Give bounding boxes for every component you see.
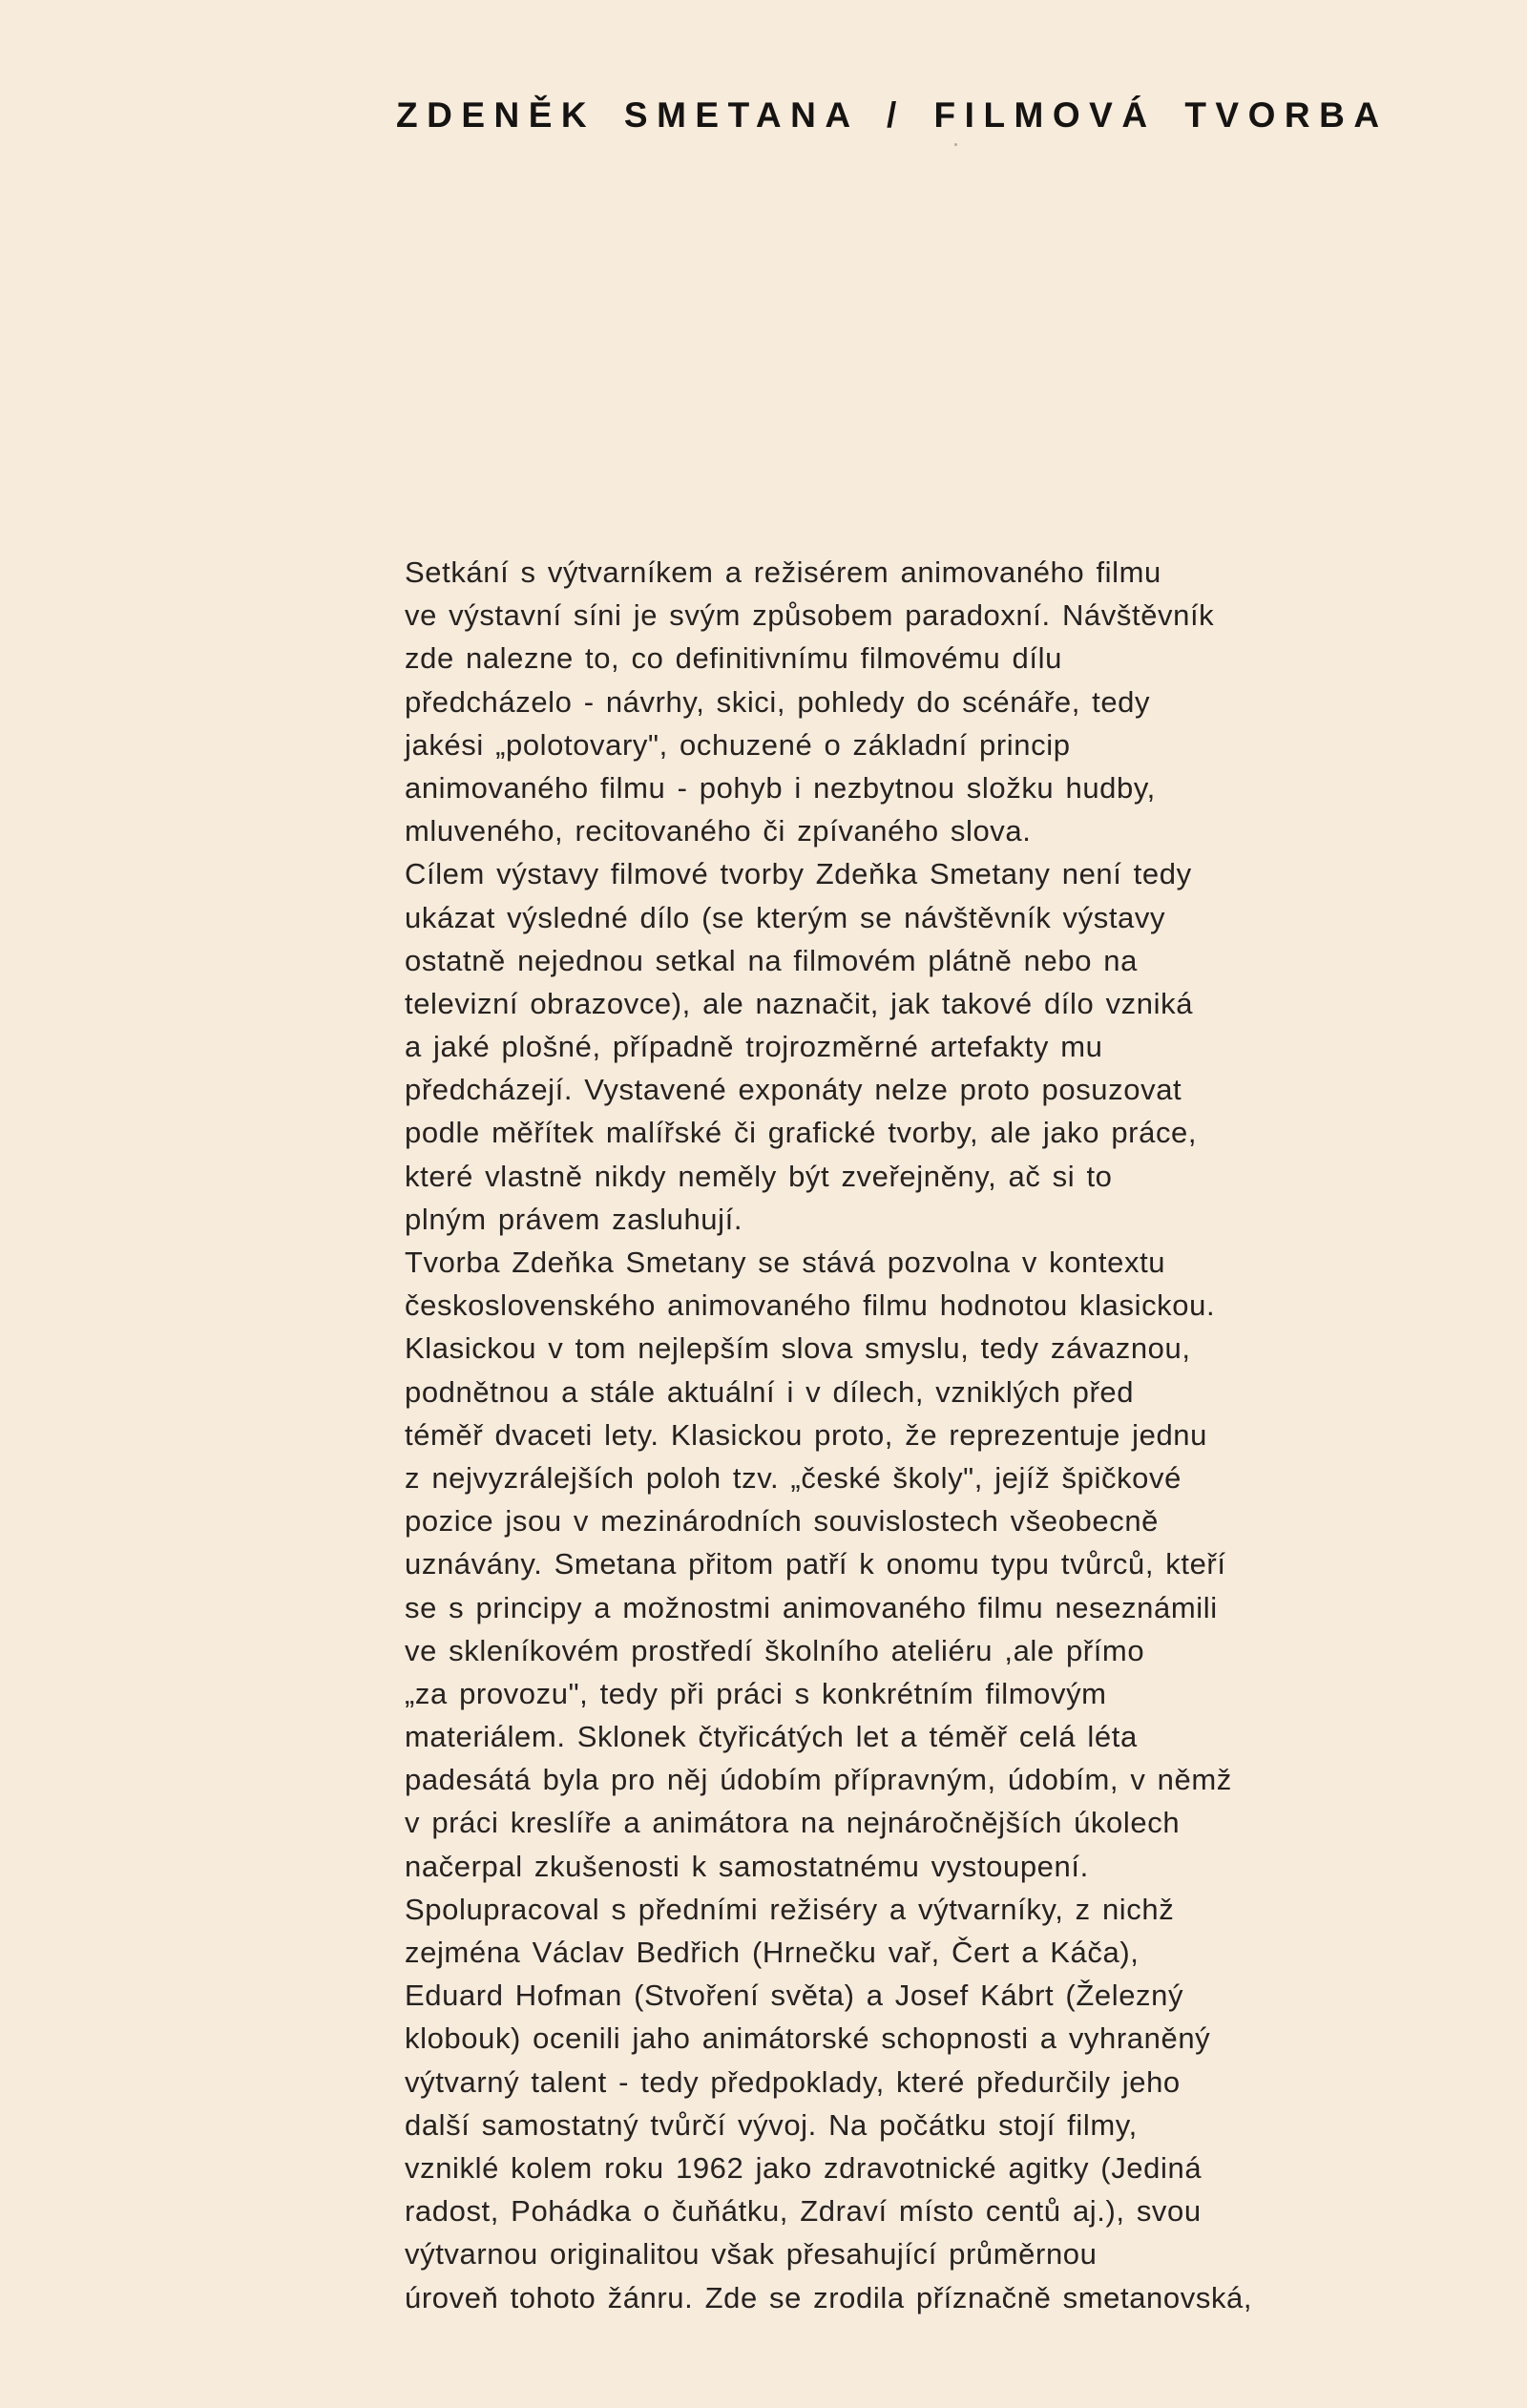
text-line: v práci kreslíře a animátora na nejnáročnějších úkolech bbox=[405, 1806, 1181, 1840]
text-line: československého animovaného filmu hodnotou klasickou. bbox=[405, 1288, 1216, 1323]
text-line: Cílem výstavy filmové tvorby Zdeňka Smetany není tedy bbox=[405, 857, 1192, 891]
text-line: Setkání s výtvarníkem a režisérem animovaného filmu bbox=[405, 555, 1161, 589]
text-line: „za provozu", tedy při práci s konkrétním filmovým bbox=[405, 1676, 1107, 1710]
text-line: z nejvyzrálejších poloh tzv. „české školy", jejíž špičkové bbox=[405, 1460, 1182, 1495]
text-line: předcházelo - návrhy, skici, pohledy do scénáře, tedy bbox=[405, 684, 1151, 719]
text-line: se s principy a možnostmi animovaného filmu neseznámili bbox=[405, 1590, 1218, 1624]
text-line: Eduard Hofman (Stvoření světa) a Josef Kábrt (Železný bbox=[405, 1979, 1184, 2013]
text-line: téměř dvaceti lety. Klasickou proto, že reprezentuje jednu bbox=[405, 1417, 1207, 1452]
text-line: výtvarnou originalitou však přesahující průměrnou bbox=[405, 2237, 1098, 2272]
text-line: materiálem. Sklonek čtyřicátých let a téměř celá léta bbox=[405, 1720, 1138, 1754]
text-line: zde nalezne to, co definitivnímu filmovému dílu bbox=[405, 641, 1062, 676]
text-line: podnětnou a stále aktuální i v dílech, vzniklých před bbox=[405, 1374, 1135, 1409]
text-line: jakési „polotovary", ochuzené o základní princip bbox=[405, 727, 1071, 762]
text-line: plným právem zasluhují. bbox=[405, 1202, 743, 1236]
text-line: klobouk) ocenili jaho animátorské schopnosti a vyhraněný bbox=[405, 2021, 1211, 2056]
text-line: ostatně nejednou setkal na filmovém plátně nebo na bbox=[405, 943, 1138, 977]
text-line: uznávány. Smetana přitom patří k onomu typu tvůrců, kteří bbox=[405, 1547, 1226, 1581]
body-text bbox=[405, 551, 1474, 2319]
text-line: úroveň tohoto žánru. Zde se zrodila příznačně smetanovská, bbox=[405, 2280, 1253, 2314]
paper-speck bbox=[954, 143, 957, 146]
text-line: další samostatný tvůrčí vývoj. Na počátku stojí filmy, bbox=[405, 2107, 1138, 2142]
text-line: výtvarný talent - tedy předpoklady, které předurčily jeho bbox=[405, 2064, 1181, 2099]
text-line: ve výstavní síni je svým způsobem paradoxní. Návštěvník bbox=[405, 598, 1215, 633]
text-line: animovaného filmu - pohyb i nezbytnou složku hudby, bbox=[405, 770, 1156, 805]
text-line: ukázat výsledné dílo (se kterým se návštěvník výstavy bbox=[405, 900, 1166, 934]
text-line: předcházejí. Vystavené exponáty nelze proto posuzovat bbox=[405, 1073, 1182, 1107]
text-line: padesátá byla pro něj údobím přípravným, údobím, v němž bbox=[405, 1763, 1232, 1797]
text-line: podle měřítek malířské či grafické tvorby, ale jako práce, bbox=[405, 1116, 1198, 1150]
text-line: a jaké plošné, případně trojrozměrné artefakty mu bbox=[405, 1030, 1103, 1064]
text-line: které vlastně nikdy neměly být zveřejněny, ač si to bbox=[405, 1159, 1113, 1193]
text-line: vzniklé kolem roku 1962 jako zdravotnické agitky (Jediná bbox=[405, 2150, 1203, 2185]
text-line: načerpal zkušenosti k samostatnému vystoupení. bbox=[405, 1849, 1089, 1883]
text-line: Klasickou v tom nejlepším slova smyslu, tedy závaznou, bbox=[405, 1331, 1191, 1366]
text-line: zejména Václav Bedřich (Hrnečku vař, Čert a Káča), bbox=[405, 1936, 1140, 1969]
text-line: Spolupracoval s předními režiséry a výtvarníky, z nichž bbox=[405, 1892, 1175, 1926]
text-line: mluveného, recitovaného či zpívaného slova. bbox=[405, 814, 1032, 848]
page-title: ZDENĚK SMETANA / FILMOVÁ TVORBA bbox=[396, 95, 1389, 135]
text-line: pozice jsou v mezinárodních souvislostech všeobecně bbox=[405, 1504, 1160, 1539]
text-line: radost, Pohádka o čuňátku, Zdraví místo centů aj.), svou bbox=[405, 2194, 1202, 2229]
text-line: televizní obrazovce), ale naznačit, jak takové dílo vzniká bbox=[405, 986, 1194, 1020]
text-line: Tvorba Zdeňka Smetany se stává pozvolna v kontextu bbox=[405, 1246, 1166, 1279]
text-line: ve skleníkovém prostředí školního ateliéru ,ale přímo bbox=[405, 1633, 1145, 1667]
